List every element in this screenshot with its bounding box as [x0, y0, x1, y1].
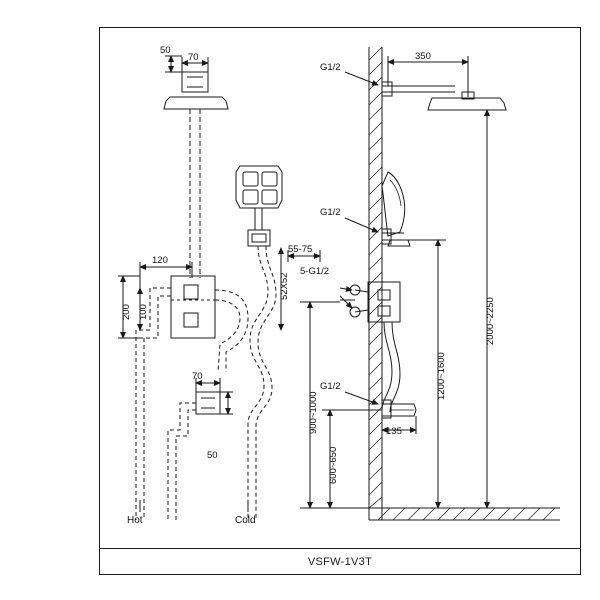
- label-lower-70: 70: [192, 371, 203, 382]
- label-valve-200: 200: [121, 304, 132, 320]
- label-spacing-55-75: 55-75: [288, 244, 313, 255]
- right-view-group: [288, 56, 506, 508]
- label-arm-350: 350: [415, 51, 431, 62]
- label-spout-135: 135: [386, 426, 402, 437]
- label-top-left-70: 70: [188, 52, 199, 63]
- wall-hatching-group: [369, 47, 560, 520]
- label-height-900-1000: 900~1000: [308, 391, 319, 434]
- label-inlet-top-g12: G1/2: [320, 62, 341, 73]
- label-spout-g12: G1/2: [320, 381, 341, 392]
- label-height-1200-1600: 1200~1600: [436, 352, 447, 400]
- drawing-caption: VSFW-1V3T: [307, 556, 373, 568]
- label-connection-5-g12: 5-G1/2: [300, 266, 330, 277]
- left-view-group: [118, 56, 282, 520]
- label-valve-120: 120: [152, 255, 168, 266]
- label-top-left-50: 50: [160, 45, 171, 56]
- label-hand-shower-g12: G1/2: [320, 207, 341, 218]
- label-valve-100: 100: [138, 304, 149, 320]
- label-height-600-650: 600~650: [328, 446, 339, 484]
- label-height-2000-2250: 2000~2250: [485, 297, 496, 345]
- label-cold: Cold: [235, 515, 256, 526]
- label-hose-52x52: 52X52: [279, 272, 290, 300]
- label-hot: Hot: [127, 515, 143, 526]
- label-lower-50: 50: [207, 450, 218, 461]
